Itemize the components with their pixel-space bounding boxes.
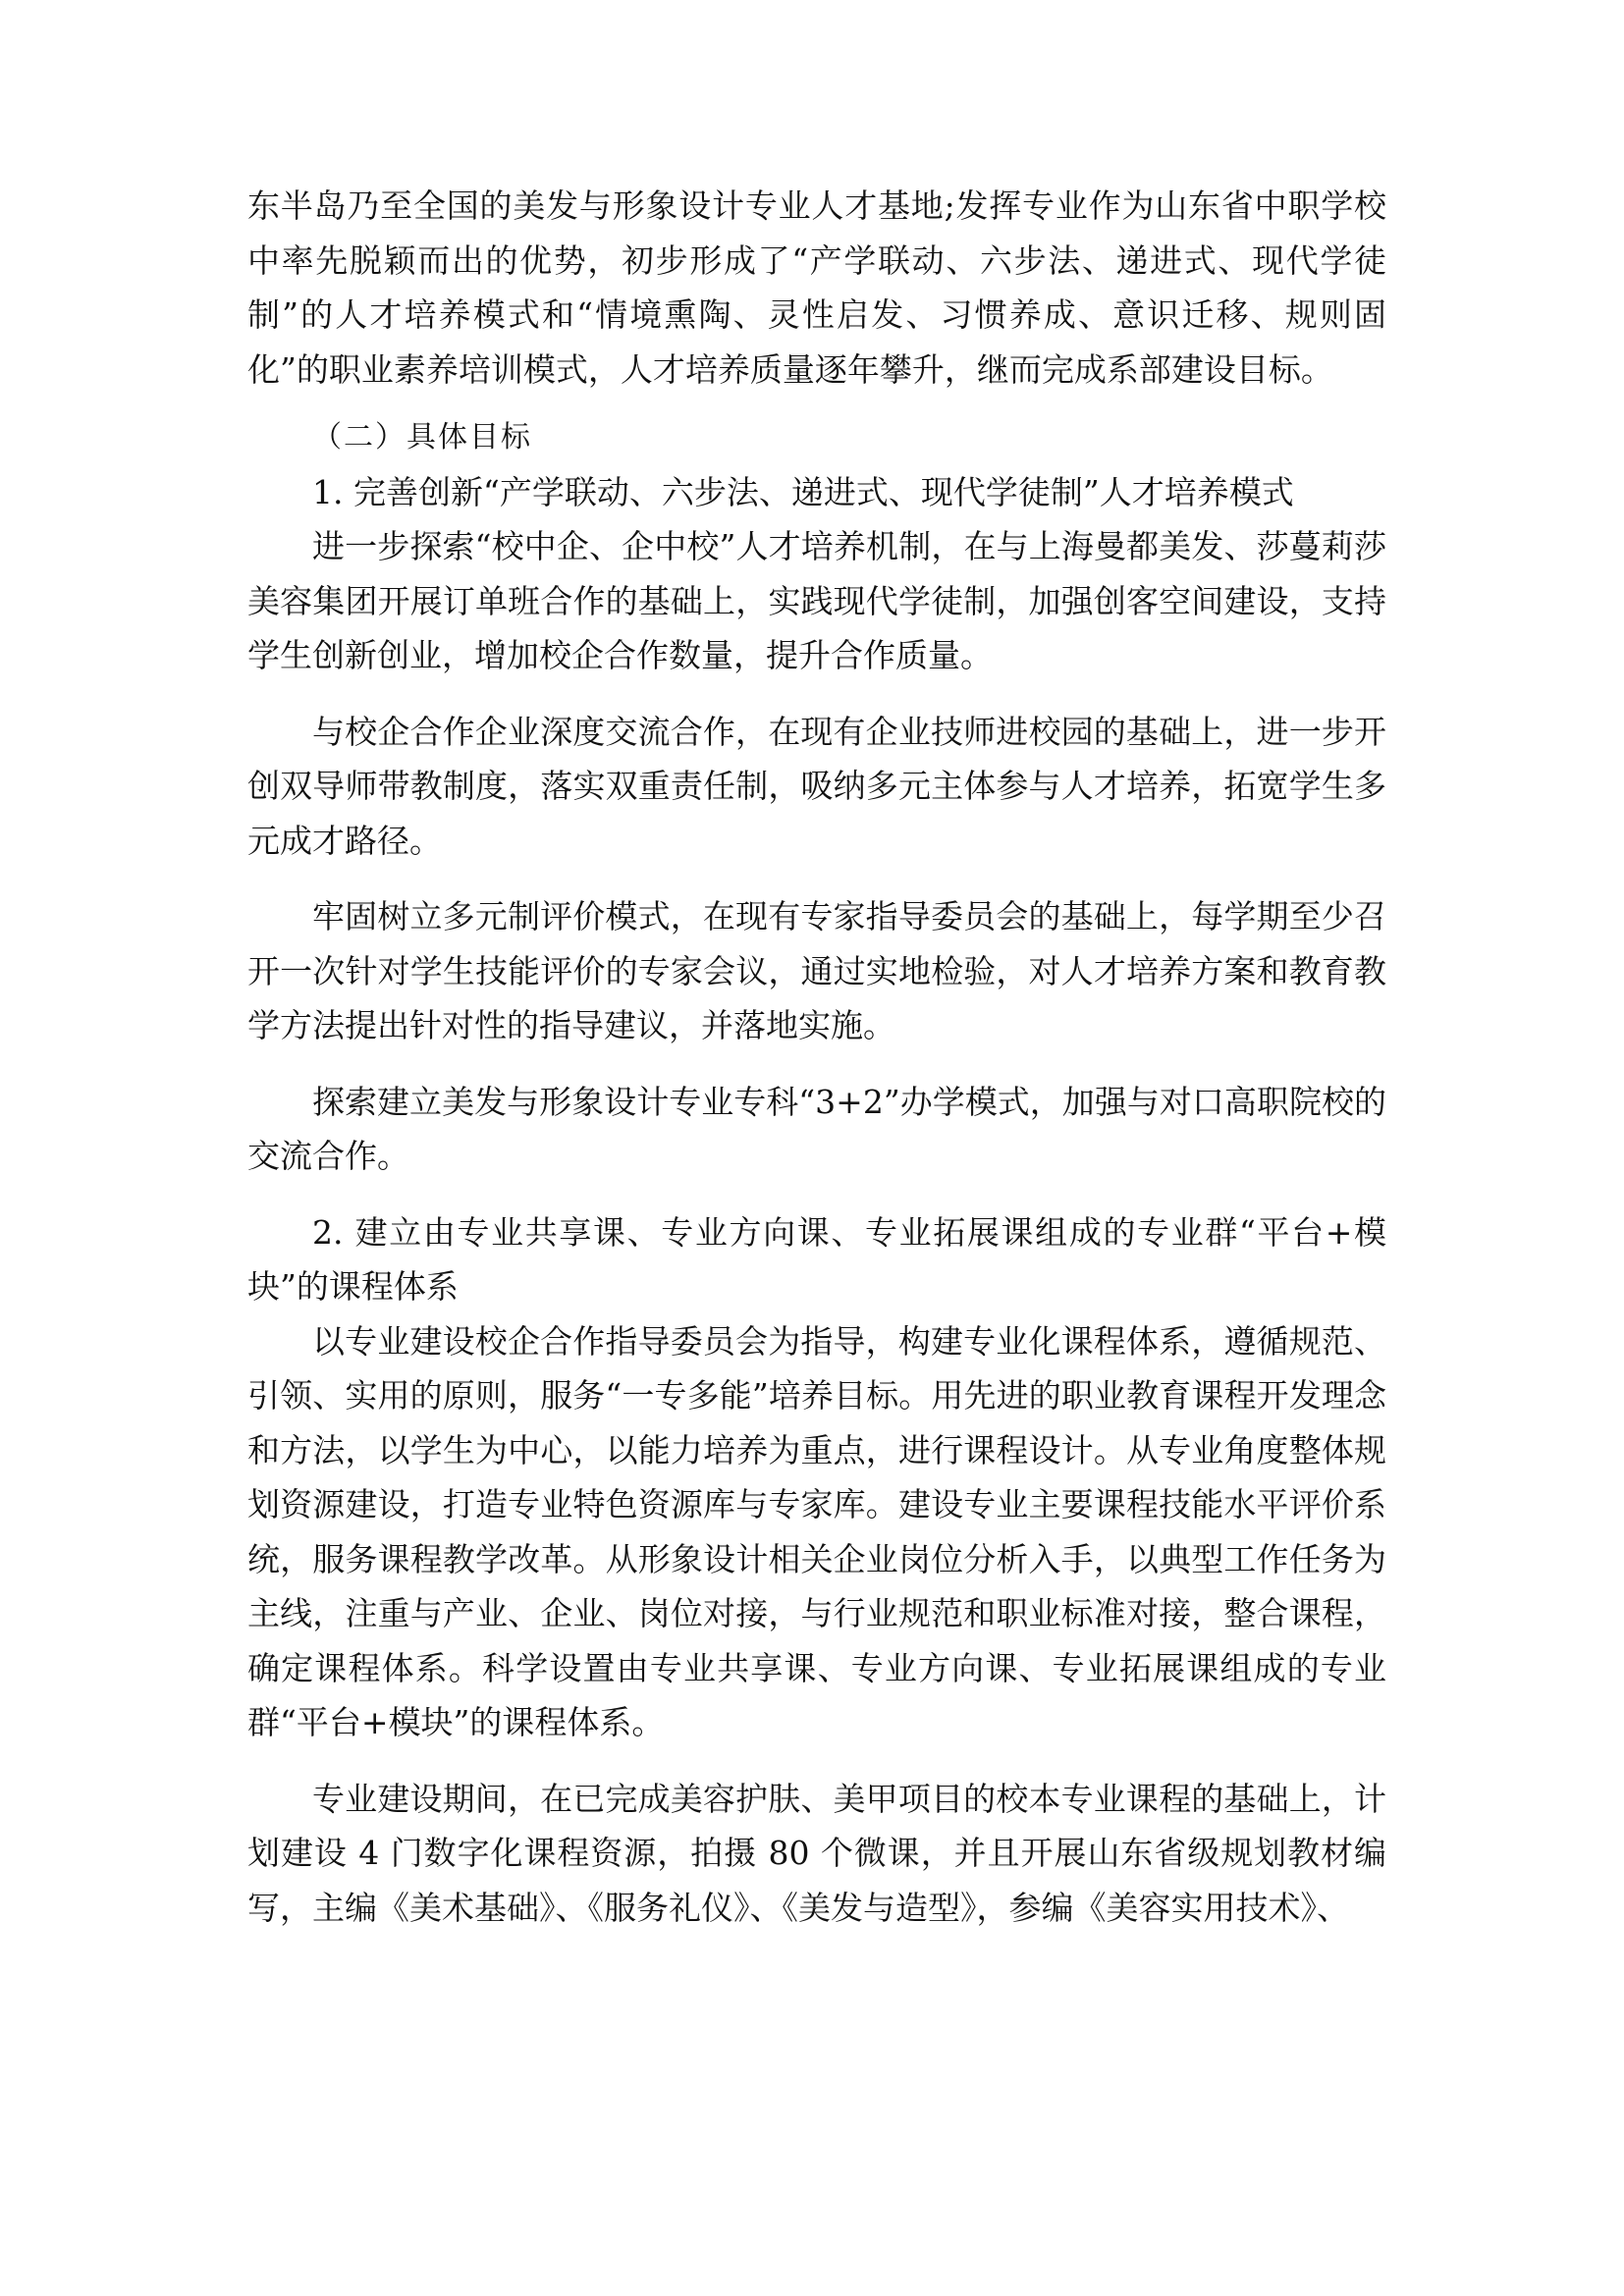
paragraph-enterprise-cooperation: 与校企合作企业深度交流合作，在现有企业技师进校园的基础上，进一步开创双导师带教制度，落实双重责任制，吸纳多元主体参与人才培养，拓宽学生多元成才路径。 bbox=[247, 712, 1386, 860]
paragraph-construction-period: 专业建设期间，在已完成美容护肤、美甲项目的校本专业课程的基础上，计划建设 4 门数字化课程资源，拍摄 80 个微课，并且开展山东省级规划教材编写，主编《美术基础》、《服务礼仪》、《美发与造型》，参编《美容实用技术》、 bbox=[247, 1779, 1386, 1927]
paragraph-continuation: 东半岛乃至全国的美发与形象设计专业人才基地;发挥专业作为山东省中职学校中率先脱颖而出的优势，初步形成了“产学联动、六步法、递进式、现代学徒制”的人才培养模式和“情境熏陶、灵性启发、习惯养成、意识迁移、规则固化”的职业素养培训模式，人才培养质量逐年攀升，继而完成系部建设目标。 bbox=[247, 187, 1386, 389]
section-heading-specific-goals: （二）具体目标 bbox=[312, 420, 532, 454]
paragraph-training-mechanism: 进一步探索“校中企、企中校”人才培养机制，在与上海曼都美发、莎蔓莉莎美容集团开展订单班合作的基础上，实践现代学徒制，加强创客空间建设，支持学生创新创业，增加校企合作数量，提升合作质量。 bbox=[247, 527, 1386, 674]
item-heading-2: 2. 建立由专业共享课、专业方向课、专业拓展课组成的专业群“平台+模块”的课程体系 bbox=[247, 1212, 1386, 1306]
paragraph-3plus2-model: 探索建立美发与形象设计专业专科“3+2”办学模式，加强与对口高职院校的交流合作。 bbox=[247, 1082, 1386, 1175]
paragraph-evaluation-model: 牢固树立多元制评价模式，在现有专家指导委员会的基础上，每学期至少召开一次针对学生技能评价的专家会议，通过实地检验，对人才培养方案和教育教学方法提出针对性的指导建议，并落地实施。 bbox=[247, 897, 1386, 1044]
item-heading-1: 1. 完善创新“产学联动、六步法、递进式、现代学徒制”人才培养模式 bbox=[312, 472, 1294, 511]
document-body bbox=[247, 179, 1386, 1935]
paragraph-curriculum-system: 以专业建设校企合作指导委员会为指导，构建专业化课程体系，遵循规范、引领、实用的原则，服务“一专多能”培养目标。用先进的职业教育课程开发理念和方法，以学生为中心，以能力培养为重点，进行课程设计。从专业角度整体规划资源建设，打造专业特色资源库与专家库。建设专业主要课程技能水平评价系统，服务课程教学改革。从形象设计相关企业岗位分析入手，以典型工作任务为主线，注重与产业、企业、岗位对接，与行业规范和职业标准对接，整合课程，确定课程体系。科学设置由专业共享课、专业方向课、专业拓展课组成的专业群“平台+模块”的课程体系。 bbox=[247, 1321, 1386, 1741]
